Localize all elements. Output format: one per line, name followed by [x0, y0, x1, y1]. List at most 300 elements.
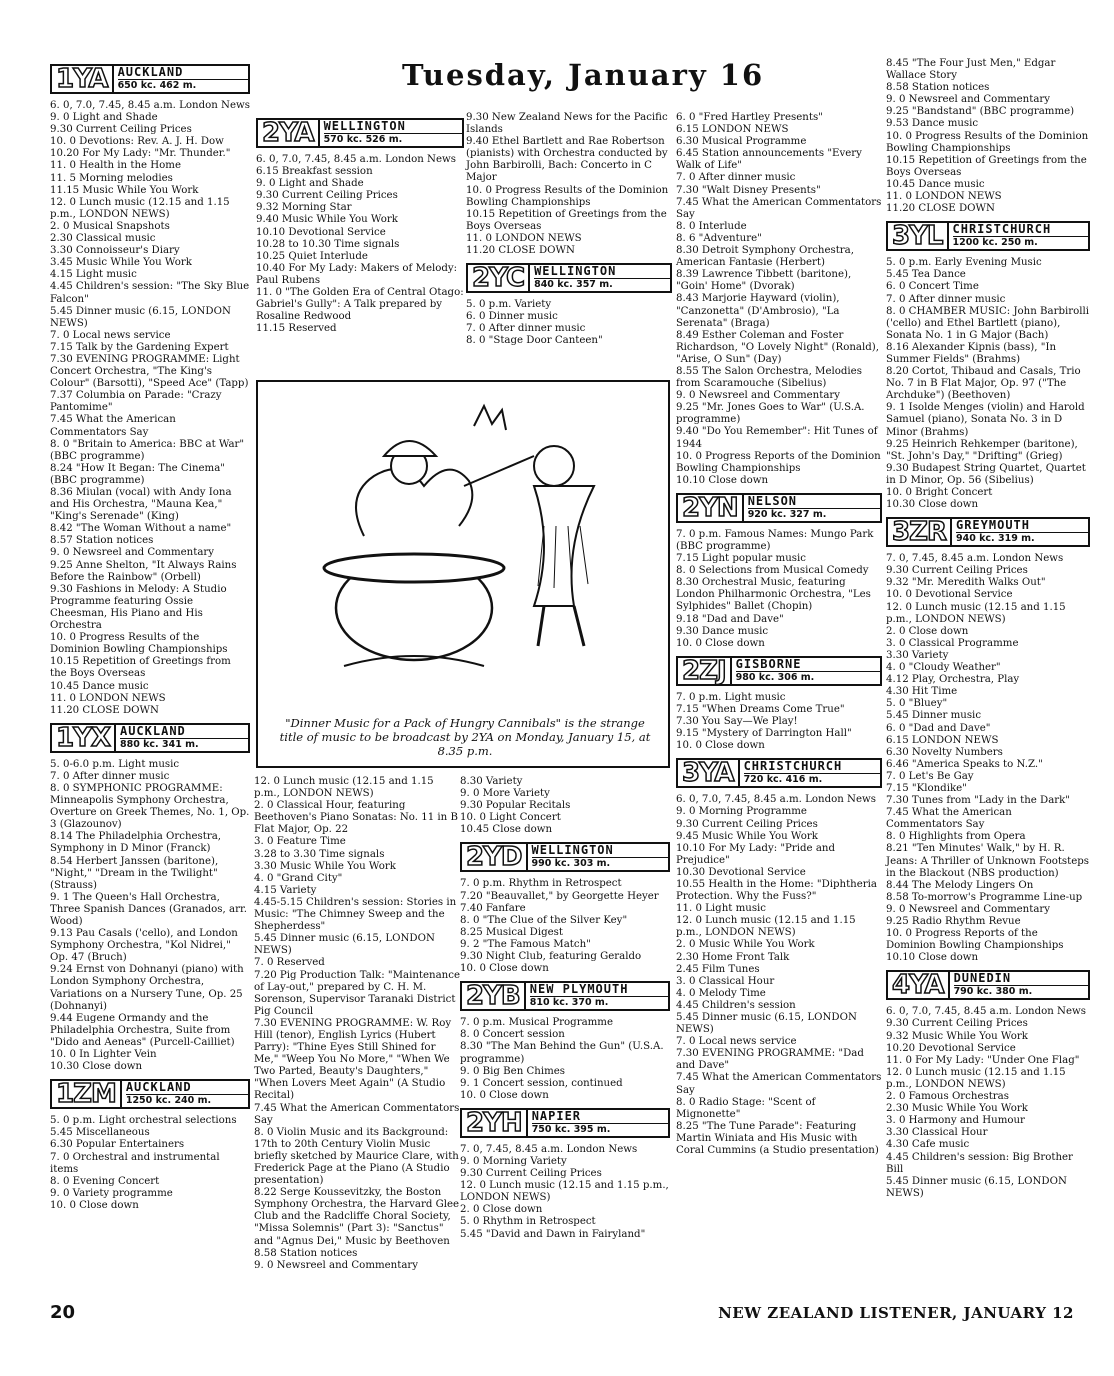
station-city: WELLINGTON — [534, 265, 670, 279]
program-entry: 4.30 Cafe music — [886, 1139, 970, 1151]
program-entry: 7. 0 Local news service — [50, 329, 171, 341]
program-entry: 10.25 Quiet Interlude — [256, 250, 368, 262]
program-entry: 8. 0 Highlights from Opera — [886, 831, 1026, 843]
program-entry: 10. 0 Close down — [460, 963, 549, 975]
program-entry: 3.30 Connoisseur's Diary — [50, 245, 180, 257]
program-entry: 9.40 Ethel Bartlett and Rae Robertson (pianists) with Orchestra conducted by John Barbirolli, Bach: Concerto in C Major — [466, 136, 668, 184]
station-frequency: 650 kc. 462 m. — [117, 80, 197, 91]
station-logo-2yc — [466, 263, 672, 293]
station-call-sign: 2YB — [462, 983, 526, 1009]
program-entry: 7. 0 Orchestral and instrumental items — [50, 1151, 220, 1175]
program-entry: 5.45 Miscellaneous — [50, 1127, 150, 1139]
program-entry: 11.20 CLOSE DOWN — [466, 245, 575, 257]
program-entry: 9.25 "Mr. Jones Goes to War" (U.S.A. programme) — [676, 402, 865, 426]
program-entry: 8. 0 CHAMBER MUSIC: John Barbirolli ('cello) and Ethel Bartlett (piano), Sonata No. 1 in G Major (Bach) — [886, 305, 1090, 341]
program-entry: 7.15 Talk by the Gardening Expert — [50, 341, 229, 353]
program-entry: 9. 0 Morning Programme — [676, 806, 807, 818]
program-entry: 4.12 Play, Orchestra, Play — [886, 674, 1020, 686]
program-entry: 8.54 Herbert Janssen (baritone), "Night," "Dream in the Twilight" (Strauss) — [50, 855, 219, 891]
program-entry: 9.30 Dance music — [676, 625, 769, 637]
program-entry: 11. 0 LONDON NEWS — [50, 692, 166, 704]
program-entry: 7. 0 After dinner music — [466, 323, 586, 335]
program-entry: 9.13 Pau Casals ('cello), and London Symphony Orchestra, "Kol Nidrei," Op. 47 (Bruch) — [50, 928, 238, 964]
station-city: NAPIER — [532, 1110, 668, 1124]
listing-2ya-evening — [886, 58, 1090, 215]
program-entry: 6. 0 "Fred Hartley Presents" — [676, 112, 823, 123]
station-logo-1zm — [50, 1079, 250, 1109]
program-entry: 9. 0 Newsreel and Commentary — [886, 94, 1051, 106]
program-entry: 4.45 Children's session — [676, 999, 796, 1011]
program-entry: 9. 0 Newsreel and Commentary — [254, 1259, 419, 1271]
program-entry: 3. 0 Harmony and Humour — [886, 1115, 1025, 1127]
program-entry: 3. 0 Classical Programme — [886, 637, 1019, 649]
program-entry: 10.55 Health in the Home: "Diphtheria Protection. Why the Fuss?" — [676, 878, 877, 903]
program-entry: 10. 0 Progress Reports of the Dominion Bowling Championships — [676, 450, 881, 474]
station-frequency: 790 kc. 380 m. — [953, 986, 1033, 998]
listing-2yn — [676, 529, 882, 650]
station-frequency: 920 kc. 327 m. — [747, 508, 827, 520]
station-frequency: 1200 kc. 250 m. — [952, 237, 1038, 249]
program-entry: 6.30 Musical Programme — [676, 136, 807, 148]
station-city: NEW PLYMOUTH — [530, 983, 668, 997]
program-entry: 8. 6 "Adventure" — [676, 232, 762, 244]
program-entry: 9.30 Current Ceiling Prices — [256, 190, 398, 202]
listing-2ya-afternoon — [254, 776, 460, 1272]
program-entry: 6.46 "America Speaks to N.Z." — [886, 758, 1043, 770]
listing-1yx — [50, 759, 250, 1073]
program-entry: 2. 0 Classical Hour, featuring Beethoven's Piano Sonatas: No. 11 in B Flat Major, Op. 22 — [254, 800, 458, 836]
station-logo-2yh — [460, 1108, 670, 1138]
program-entry: 8.57 Station notices — [50, 535, 154, 547]
program-entry: 8.20 Cortot, Thibaud and Casals, Trio No. 7 in B Flat Major, Op. 97 ("The Archduke") (Beethoven) — [886, 366, 1081, 402]
program-entry: 9. 0 Variety programme — [50, 1187, 173, 1199]
program-entry: 9.30 Current Ceiling Prices — [50, 124, 192, 136]
column-3 — [466, 112, 672, 348]
page-number: 20 — [50, 1302, 76, 1323]
program-entry: 8. 0 Evening Concert — [50, 1175, 160, 1187]
program-entry: 9.40 "Do You Remember": Hit Tunes of 1944 — [676, 426, 878, 450]
program-entry: 9.32 Morning Star — [256, 202, 352, 214]
column-3-lower — [460, 776, 670, 1241]
program-entry: 2.30 Classical music — [50, 233, 156, 245]
program-entry: 10.10 Close down — [886, 952, 979, 964]
program-entry: 9.32 Music While You Work — [886, 1030, 1028, 1042]
program-entry: 6.45 Station announcements "Every Walk of Life" — [676, 148, 862, 172]
listing-3zr — [886, 553, 1090, 964]
program-entry: 7.30 EVENING PROGRAMME: "Dad and Dave" — [676, 1048, 864, 1072]
station-call-sign: 3YA — [678, 760, 740, 786]
program-entry: 10. 0 Bright Concert — [886, 487, 993, 498]
program-entry: 7. 0 p.m. Light music — [676, 691, 786, 703]
program-entry: 6.15 Breakfast session — [256, 166, 373, 178]
station-call-sign: 4YA — [888, 972, 950, 998]
program-entry: 3. 0 Classical Hour — [676, 975, 775, 987]
program-entry: 2.30 Home Front Talk — [676, 951, 790, 963]
program-entry: 7.20 "Beauvallet," by Georgette Heyer — [460, 890, 659, 902]
program-entry: 6. 0, 7.0, 7.45, 8.45 a.m. London News — [50, 100, 250, 111]
program-entry: 8.16 Alexander Kipnis (bass), "In Summer Fields" (Brahms) — [886, 341, 1057, 365]
listing-1zm — [50, 1115, 250, 1212]
listing-4ya — [886, 1006, 1090, 1200]
listing-1ya — [50, 100, 250, 717]
cannibal-cartoon-image — [264, 386, 662, 686]
program-entry: 4.15 Variety — [254, 884, 317, 896]
program-entry: 5. 0-6.0 p.m. Light music — [50, 758, 180, 770]
program-entry: 6.30 Novelty Numbers — [886, 746, 1003, 758]
program-entry: 10.28 to 10.30 Time signals — [256, 238, 400, 250]
program-entry: 8. 0 "The Clue of the Silver Key" — [460, 914, 628, 926]
program-entry: 6. 0, 7.0, 7.45, 8.45 a.m. London News — [256, 154, 456, 165]
program-entry: 10. 0 Devotional Service — [886, 589, 1013, 601]
program-entry: 6.30 Popular Entertainers — [50, 1139, 185, 1151]
program-entry: 10.40 For My Lady: Makers of Melody: Paul Rubens — [256, 262, 458, 286]
program-entry: 9. 0 Light and Shade — [50, 112, 158, 124]
program-entry: 9.24 Ernst von Dohnanyi (piano) with London Symphony Orchestra, Variations on a Nursery Tune, Op. 25 (Dohnanyi) — [50, 964, 244, 1012]
program-entry: 10.45 Close down — [460, 824, 553, 836]
program-entry: 11. 5 Morning melodies — [50, 172, 173, 184]
program-entry: 2. 0 Music While You Work — [676, 939, 815, 951]
program-entry: 10.30 Devotional Service — [676, 866, 806, 878]
program-entry: 7.40 Fanfare — [460, 902, 526, 914]
program-entry: 10.10 Close down — [676, 474, 769, 486]
program-entry: 9.30 New Zealand News for the Pacific Islands — [466, 112, 668, 136]
station-city: AUCKLAND — [120, 725, 248, 739]
station-city: AUCKLAND — [118, 66, 248, 80]
station-call-sign: 2YA — [258, 120, 320, 146]
program-entry: 7. 0 p.m. Rhythm in Retrospect — [460, 878, 622, 890]
program-entry: 8. 0 Concert session — [460, 1029, 565, 1041]
program-entry: 7.30 EVENING PROGRAMME: Light Concert Orchestra, "The King's Colour" (Barsotti), "Speed Ace" (Tapp) — [50, 353, 249, 390]
program-entry: 11.15 Music While You Work — [50, 184, 199, 196]
listing-2yc — [466, 299, 672, 347]
program-entry: 5.45 Dinner music (6.15, LONDON NEWS) — [886, 1175, 1067, 1199]
program-entry: 9. 1 Concert session, continued — [460, 1077, 623, 1089]
program-entry: 3.30 Variety — [886, 649, 949, 661]
program-entry: 8.55 The Salon Orchestra, Melodies from Scaramouche (Sibelius) — [676, 365, 862, 390]
station-logo-3zr — [886, 517, 1090, 547]
station-frequency: 990 kc. 303 m. — [531, 858, 611, 870]
station-city: CHRISTCHURCH — [953, 223, 1089, 237]
station-frequency: 840 kc. 357 m. — [534, 279, 613, 291]
program-entry: 7.30 EVENING PROGRAMME: W. Roy Hill (tenor), English Lyrics (Hubert Parry): "Thine Eyes Still Shined for Me," "Weep You No More," "When We Two Parted, Beauty's Daughters," "When Lovers Meet Again" (A Studio Recital) — [254, 1017, 452, 1102]
program-entry: 9.25 Radio Rhythm Revue — [886, 916, 1021, 927]
program-entry: 6.15 LONDON NEWS — [886, 734, 999, 746]
program-entry: 7. 0 p.m. Famous Names: Mungo Park (BBC programme) — [676, 528, 874, 552]
program-entry: 3.28 to 3.30 Time signals — [254, 848, 385, 860]
station-logo-2yb — [460, 981, 670, 1011]
program-entry: 8. 0 Radio Stage: "Scent of Mignonette" — [676, 1096, 816, 1120]
program-entry: 2. 0 Famous Orchestras — [886, 1091, 1009, 1103]
station-logo-3yl — [886, 221, 1090, 251]
program-entry: 3.30 Classical Hour — [886, 1127, 988, 1139]
program-entry: 10.10 Devotional Service — [256, 226, 386, 238]
listing-2ya — [256, 154, 464, 335]
program-entry: 8.30 Variety — [460, 776, 523, 787]
station-city: CHRISTCHURCH — [744, 760, 880, 774]
program-entry: 10.10 For My Lady: "Pride and Prejudice" — [676, 842, 835, 866]
program-entry: 5.45 Dinner music (6.15, LONDON NEWS) — [676, 1012, 857, 1036]
program-entry: 11. 0 Light music — [676, 903, 767, 915]
program-entry: 12. 0 Lunch music (12.15 and 1.15 p.m., LONDON NEWS) — [460, 1180, 669, 1204]
program-entry: 10. 0 Progress Reports of the Dominion Bowling Championships — [886, 928, 1064, 952]
station-logo-3ya — [676, 758, 882, 788]
program-entry: 3.45 Music While You Work — [50, 257, 192, 269]
program-entry: 11. 0 LONDON NEWS — [466, 232, 582, 244]
program-entry: 9.30 Current Ceiling Prices — [886, 565, 1028, 577]
program-entry: 8. 0 SYMPHONIC PROGRAMME: Minneapolis Symphony Orchestra, Overture on Greek Themes, No. 1, Op. 3 (Glazounov) — [50, 782, 250, 831]
program-entry: 8.43 Marjorie Hayward (violin), "Canzonetta" (D'Ambrosio), "La Serenata" (Braga) — [676, 293, 840, 329]
program-entry: 8.45 "The Four Just Men," Edgar Wallace Story — [886, 58, 1056, 82]
program-entry: 10. 0 Light Concert — [460, 812, 561, 824]
program-entry: 7.15 Light popular music — [676, 553, 806, 565]
program-entry: 7.37 Columbia on Parade: "Crazy Pantomime" — [50, 390, 222, 414]
program-entry: 8.49 Esther Coleman and Foster Richardson, "O Lovely Night" (Ronald), "Arise, O Sun" (Day) — [676, 329, 879, 365]
program-entry: 9. 0 Big Ben Chimes — [460, 1065, 566, 1077]
program-entry: 11. 0 "The Golden Era of Central Otago: Gabriel's Gully": A Talk prepared by Rosaline Redwood — [256, 287, 464, 323]
program-entry: 8.25 Musical Digest — [460, 926, 563, 938]
program-entry: 2. 0 Musical Snapshots — [50, 220, 170, 232]
program-entry: 9.25 Anne Shelton, "It Always Rains Before the Rainbow" (Orbell) — [50, 559, 237, 583]
program-entry: 7.45 What the American Commentators Say — [676, 196, 882, 220]
program-entry: 6. 0 Dinner music — [466, 311, 558, 323]
program-entry: 12. 0 Lunch music (12.15 and 1.15 p.m., LONDON NEWS) — [254, 776, 434, 800]
station-call-sign: 2ZJ — [678, 658, 732, 684]
program-entry: 8.22 Serge Koussevitzky, the Boston Symphony Orchestra, the Harvard Glee Club and the Radcliffe Choral Society, "Missa Solemnis" (Part 3): "Sanctus" and "Agnus Dei," Music by Beethoven — [254, 1187, 460, 1247]
program-entry: 8. 0 Selections from Musical Comedy — [676, 565, 869, 577]
program-entry: 9. 0 Newsreel and Commentary — [676, 390, 841, 402]
program-entry: 7. 0 After dinner music — [886, 293, 1006, 305]
program-entry: 3. 0 Feature Time — [254, 836, 346, 848]
program-entry: 2. 0 Close down — [460, 1204, 543, 1216]
program-entry: 9.25 "Bandstand" (BBC programme) — [886, 106, 1075, 118]
program-entry: 6. 0 Concert Time — [886, 281, 979, 293]
program-entry: 10. 0 Progress Results of the Dominion Bowling Championships — [886, 130, 1089, 154]
program-entry: 10.20 Devotional Service — [886, 1042, 1016, 1054]
program-entry: 10. 0 Close down — [676, 637, 765, 649]
program-entry: 12. 0 Lunch music (12.15 and 1.15 p.m., LONDON NEWS) — [676, 915, 856, 939]
illustration-caption: "Dinner Music for a Pack of Hungry Cannibals" is the strange title of music to be broadcast by 2YA on Monday, January 15, at 8.35 p.m. — [279, 716, 651, 758]
program-entry: 8.25 "The Tune Parade": Featuring Martin Winiata and His Music with Coral Cummins (a Studio presentation) — [676, 1120, 879, 1157]
program-entry: 10.15 Repetition of Greetings from the Boys Overseas — [886, 154, 1087, 178]
program-entry: 11.15 Reserved — [256, 323, 337, 335]
column-4 — [676, 112, 882, 1157]
program-entry: 5.45 "David and Dawn in Fairyland" — [460, 1228, 646, 1240]
program-entry: 9.40 Music While You Work — [256, 214, 398, 226]
program-entry: 10. 0 Progress Results of the Dominion Bowling Championships — [50, 632, 228, 656]
station-city: AUCKLAND — [126, 1081, 248, 1095]
program-entry: 6. 0, 7.0, 7.45, 8.45 a.m. London News — [886, 1006, 1086, 1018]
program-entry: 5.45 Dinner music (6.15, LONDON NEWS) — [50, 305, 231, 329]
program-entry: 7. 0, 7.45, 8.45 a.m. London News — [886, 553, 1064, 565]
program-entry: 10. 0 Close down — [460, 1089, 549, 1101]
program-entry: 10. 0 Devotions: Rev. A. J. H. Dow — [50, 136, 224, 148]
program-entry: 6.15 LONDON NEWS — [676, 124, 789, 136]
program-entry: 5. 0 p.m. Light orchestral selections — [50, 1115, 237, 1127]
station-frequency: 880 kc. 341 m. — [119, 738, 199, 750]
listing-2yc-continued — [460, 776, 670, 836]
program-entry: 5. 0 p.m. Variety — [466, 299, 552, 311]
program-entry: 9.32 "Mr. Meredith Walks Out" — [886, 577, 1046, 589]
station-logo-1yx — [50, 723, 250, 753]
program-entry: 9.30 Night Club, featuring Geraldo — [460, 951, 642, 963]
station-frequency: 1250 kc. 240 m. — [125, 1095, 212, 1107]
program-entry: 8.30 "The Man Behind the Gun" (U.S.A. programme) — [460, 1041, 664, 1065]
program-entry: 7.30 Tunes from "Lady in the Dark" — [886, 795, 1070, 807]
program-entry: 9.25 Heinrich Rehkemper (baritone), "St. John's Day," "Drifting" (Grieg) — [886, 438, 1078, 462]
program-entry: 9. 0 Newsreel and Commentary — [886, 903, 1051, 915]
program-entry: 4. 0 "Grand City" — [254, 872, 343, 884]
program-entry: 8.58 To-morrow's Programme Line-up — [886, 891, 1083, 903]
program-entry: 9. 1 The Queen's Hall Orchestra, Three Spanish Dances (Granados, arr. Wood) — [50, 891, 247, 927]
station-frequency: 720 kc. 416 m. — [743, 774, 823, 786]
program-entry: 10.30 Close down — [50, 1061, 143, 1073]
program-entry: 8.30 Detroit Symphony Orchestra, American Fantasie (Herbert) — [676, 245, 854, 269]
program-entry: 11. 0 Health in the Home — [50, 160, 181, 172]
listing-2yh — [460, 1144, 670, 1241]
program-entry: 9.30 Current Ceiling Prices — [676, 818, 818, 830]
program-entry: 9.30 Budapest String Quartet, Quartet in D Minor, Op. 56 (Sibelius) — [886, 462, 1086, 486]
listing-2yb — [460, 1017, 670, 1102]
program-entry: 4. 0 "Cloudy Weather" — [886, 662, 1001, 674]
program-entry: 8.21 "Ten Minutes' Walk," by H. R. Jeans: A Thriller of Unknown Footsteps in the Blackout (NBS production) — [886, 843, 1090, 879]
station-city: WELLINGTON — [532, 844, 669, 858]
program-entry: 10. 0 Progress Results of the Dominion Bowling Championships — [466, 184, 669, 208]
station-logo-4ya — [886, 970, 1090, 1000]
listing-2yd — [460, 878, 670, 975]
program-entry: 10.20 For My Lady: "Mr. Thunder." — [50, 148, 231, 160]
program-entry: 9.30 Current Ceiling Prices — [886, 1018, 1028, 1030]
program-entry: 9.18 "Dad and Dave" — [676, 613, 784, 625]
program-entry: 9. 2 "The Famous Match" — [460, 938, 591, 950]
program-entry: 11. 0 For My Lady: "Under One Flag" — [886, 1054, 1080, 1066]
program-entry: 5.45 Dinner music (6.15, LONDON NEWS) — [254, 933, 435, 957]
program-entry: 9.53 Dance music — [886, 118, 979, 130]
program-entry: 9. 0 Newsreel and Commentary — [50, 547, 215, 559]
program-entry: 4.45-5.15 Children's session: Stories in Music: "The Chimney Sweep and the Shepherdess" — [254, 896, 457, 933]
station-logo-2ya — [256, 118, 464, 148]
program-entry: 6. 0 "Dad and Dave" — [886, 722, 991, 734]
station-logo-2yn — [676, 493, 882, 523]
program-entry: 8.39 Lawrence Tibbett (baritone), "Goin' Home" (Dvorak) — [676, 269, 852, 293]
program-entry: 3.30 Music While You Work — [254, 860, 396, 872]
program-entry: 4.15 Light music — [50, 269, 137, 281]
program-entry: 8.36 Miulan (vocal) with Andy Iona and His Orchestra, "Mauna Kea," "King's Serenade" (King) — [50, 487, 232, 523]
station-frequency: 810 kc. 370 m. — [529, 997, 609, 1009]
program-entry: 9.30 Current Ceiling Prices — [460, 1168, 602, 1180]
program-entry: 10. 0 Close down — [676, 740, 765, 752]
page-title: Tuesday, January 16 — [402, 58, 765, 92]
program-entry: 7. 0 After dinner music — [676, 172, 796, 184]
program-entry: 10.30 Close down — [886, 499, 979, 511]
program-entry: 11. 0 LONDON NEWS — [886, 191, 1002, 203]
program-entry: 7.45 What the American Commentators Say — [886, 807, 1012, 831]
listing-2yh-continued — [676, 112, 882, 487]
station-call-sign: 3ZR — [888, 519, 952, 545]
listing-3ya — [676, 794, 882, 1157]
program-entry: 7.45 What the American Commentators Say — [254, 1102, 460, 1126]
station-frequency: 940 kc. 319 m. — [955, 533, 1035, 545]
program-entry: 4.45 Children's session: "The Sky Blue Falcon" — [50, 281, 250, 305]
program-entry: 5. 0 "Bluey" — [886, 698, 948, 710]
station-frequency: 750 kc. 395 m. — [531, 1123, 611, 1135]
program-entry: 8.44 The Melody Lingers On — [886, 879, 1034, 891]
program-entry: 9.30 Fashions in Melody: A Studio Programme featuring Ossie Cheesman, His Piano and His Orchestra — [50, 583, 227, 632]
program-entry: 7.15 "Klondike" — [886, 782, 967, 794]
program-entry: 4. 0 Melody Time — [676, 987, 766, 999]
program-entry: 8. 0 Interlude — [676, 220, 747, 232]
program-entry: 9. 0 Morning Variety — [460, 1155, 567, 1167]
listing-2zj — [676, 692, 882, 752]
program-entry: 10.45 Dance music — [50, 680, 149, 692]
station-call-sign: 2YC — [468, 265, 530, 291]
program-entry: 12. 0 Lunch music (12.15 and 1.15 p.m., LONDON NEWS) — [886, 601, 1066, 625]
program-entry: 7.45 What the American Commentators Say — [676, 1072, 882, 1096]
program-entry: 7. 0 Reserved — [254, 957, 325, 969]
station-frequency: 570 kc. 526 m. — [323, 134, 403, 145]
program-entry: 8. 0 "Stage Door Canteen" — [466, 335, 603, 347]
station-call-sign: 3YL — [888, 223, 949, 249]
program-entry: 10. 0 In Lighter Vein — [50, 1049, 157, 1061]
program-entry: 9.44 Eugene Ormandy and the Philadelphia Orchestra, Suite from "Dido and Aeneas" (Purcell-Cailliet) — [50, 1012, 235, 1048]
program-entry: 7. 0 p.m. Musical Programme — [460, 1017, 614, 1029]
program-entry: 7. 0 Local news service — [676, 1036, 797, 1048]
station-call-sign: 2YH — [462, 1110, 528, 1136]
program-entry: 12. 0 Lunch music (12.15 and 1.15 p.m., LONDON NEWS) — [886, 1066, 1066, 1090]
program-entry: 10.15 Repetition of Greetings from the Boys Overseas — [466, 208, 667, 232]
column-5 — [886, 58, 1090, 1200]
program-entry: 7. 0, 7.45, 8.45 a.m. London News — [460, 1143, 638, 1155]
program-entry: 4.30 Hit Time — [886, 686, 958, 698]
station-city: WELLINGTON — [324, 120, 462, 134]
column-2-lower — [254, 776, 460, 1272]
program-entry: 9. 0 Light and Shade — [256, 178, 364, 190]
listing-3yl — [886, 257, 1090, 511]
program-entry: 9. 0 More Variety — [460, 788, 550, 800]
station-city: DUNEDIN — [954, 972, 1088, 986]
program-entry: 11.20 CLOSE DOWN — [50, 704, 159, 716]
program-entry: 8. 0 "Britain to America: BBC at War" (BBC programme) — [50, 438, 245, 462]
station-logo-2yd — [460, 842, 670, 872]
program-entry: 8.30 Orchestral Music, featuring London Philharmonic Orchestra, "Les Sylphides" Ballet (Chopin) — [676, 577, 871, 613]
program-entry: 9.45 Music While You Work — [676, 830, 818, 842]
station-call-sign: 1YX — [52, 725, 116, 751]
station-frequency: 980 kc. 306 m. — [735, 671, 815, 683]
program-entry: 8. 0 Violin Music and its Background: 17th to 20th Century Violin Music briefly sketched by Maurice Clare, with Frederick Page at the Piano (A Studio presentation) — [254, 1126, 459, 1187]
program-entry: 2. 0 Close down — [886, 625, 969, 637]
program-entry: 2.30 Music While You Work — [886, 1103, 1028, 1115]
program-entry: 10.15 Repetition of Greetings from the Boys Overseas — [50, 656, 231, 680]
publication-footer: NEW ZEALAND LISTENER, JANUARY 12 — [718, 1304, 1074, 1322]
program-entry: 7.30 You Say—We Play! — [676, 716, 798, 728]
program-entry: 4.45 Children's session: Big Brother Bill — [886, 1151, 1073, 1175]
illustration-box — [256, 380, 670, 768]
program-entry: 7.30 "Walt Disney Presents" — [676, 184, 821, 196]
column-2 — [256, 112, 464, 335]
station-logo-2zj — [676, 656, 882, 686]
program-entry: 5.45 Dinner music — [886, 710, 982, 722]
program-entry: 8.24 "How It Began: The Cinema" (BBC programme) — [50, 462, 225, 486]
program-entry: 9.15 "Mystery of Darrington Hall" — [676, 728, 852, 740]
program-entry: 8.42 "The Woman Without a name" — [50, 523, 232, 535]
column-1 — [50, 58, 250, 1212]
program-entry: 12. 0 Lunch music (12.15 and 1.15 p.m., LONDON NEWS) — [50, 196, 230, 220]
program-entry: 2.45 Film Tunes — [676, 963, 760, 975]
program-entry: 7.15 "When Dreams Come True" — [676, 703, 845, 715]
program-entry: 8.58 Station notices — [886, 82, 990, 94]
station-call-sign: 1YA — [52, 66, 114, 92]
program-entry: 5.45 Tea Dance — [886, 269, 966, 281]
program-entry: 7. 0 After dinner music — [50, 770, 170, 782]
